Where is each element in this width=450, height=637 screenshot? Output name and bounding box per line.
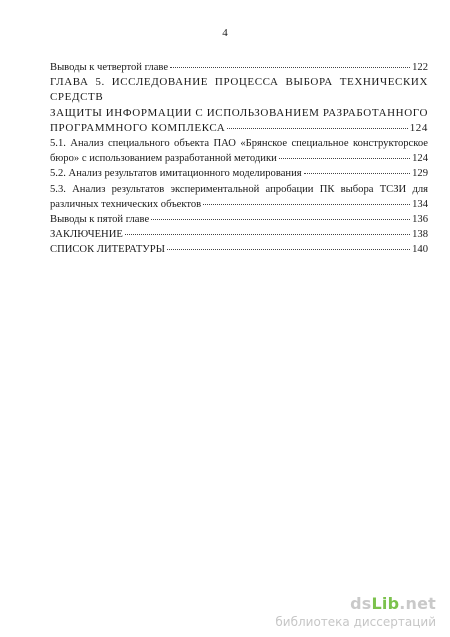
- toc-label: 5.2. Анализ результатов имитационного моделирования: [50, 168, 302, 180]
- toc-entry-ch4-summary[interactable]: [50, 60, 428, 75]
- toc-page-number: 129: [412, 168, 428, 180]
- toc-page-number: 122: [412, 62, 428, 73]
- leader-dots: [279, 158, 410, 159]
- toc-label-line: ГЛАВА 5. ИССЛЕДОВАНИЕ ПРОЦЕССА ВЫБОРА ТЕХНИЧЕСКИХ СРЕДСТВ: [50, 76, 428, 104]
- toc-label-line: ПРОГРАММНОГО КОМПЛЕКСА: [50, 121, 226, 134]
- toc-label: СПИСОК ЛИТЕРАТУРЫ: [50, 244, 165, 256]
- leader-dots: [125, 234, 410, 235]
- toc-label-line: 5.1. Анализ специального объекта ПАО «Брянское специальное конструкторское: [50, 138, 428, 150]
- toc-entry-section-5-1[interactable]: [50, 136, 428, 166]
- leader-dots: [151, 219, 410, 220]
- table-of-contents: [50, 60, 428, 258]
- toc-label: Выводы к пятой главе: [50, 214, 150, 226]
- toc-entry-chapter-5[interactable]: [50, 75, 428, 136]
- toc-page-number: 140: [412, 244, 428, 256]
- toc-label-line: 5.3. Анализ результатов экспериментальной апробации ПК выбора ТСЗИ для: [50, 183, 428, 195]
- leader-dots: [304, 173, 410, 174]
- dslib-logo: dsLib.net: [350, 594, 436, 613]
- toc-page-number: 138: [412, 229, 428, 241]
- leader-dots: [170, 67, 410, 68]
- toc-label-line: ЗАЩИТЫ ИНФОРМАЦИИ С ИСПОЛЬЗОВАНИЕМ РАЗРАБОТАННОГО: [50, 106, 428, 119]
- toc-page-number: 134: [412, 198, 428, 210]
- leader-dots: [167, 249, 410, 250]
- toc-page-number: 124: [409, 121, 428, 134]
- toc-entry-conclusion[interactable]: [50, 227, 428, 242]
- toc-label: Выводы к четвертой главе: [50, 62, 169, 73]
- toc-label: ЗАКЛЮЧЕНИЕ: [50, 229, 123, 241]
- toc-entry-section-5-3[interactable]: [50, 182, 428, 212]
- watermark-subtitle: библиотека диссертаций: [275, 615, 436, 629]
- toc-page-number: 136: [412, 214, 428, 226]
- leader-dots: [227, 128, 407, 129]
- leader-dots: [203, 204, 410, 205]
- toc-page-number: 124: [412, 153, 428, 165]
- toc-entry-section-5-2[interactable]: [50, 166, 428, 181]
- page-number: 4: [222, 27, 228, 39]
- toc-label-line: бюро» с использованием разработанной методики: [50, 153, 277, 165]
- toc-entry-ch5-summary[interactable]: [50, 212, 428, 227]
- toc-entry-references[interactable]: [50, 242, 428, 257]
- dslib-watermark: [275, 594, 436, 629]
- toc-label-line: различных технических объектов: [50, 198, 202, 210]
